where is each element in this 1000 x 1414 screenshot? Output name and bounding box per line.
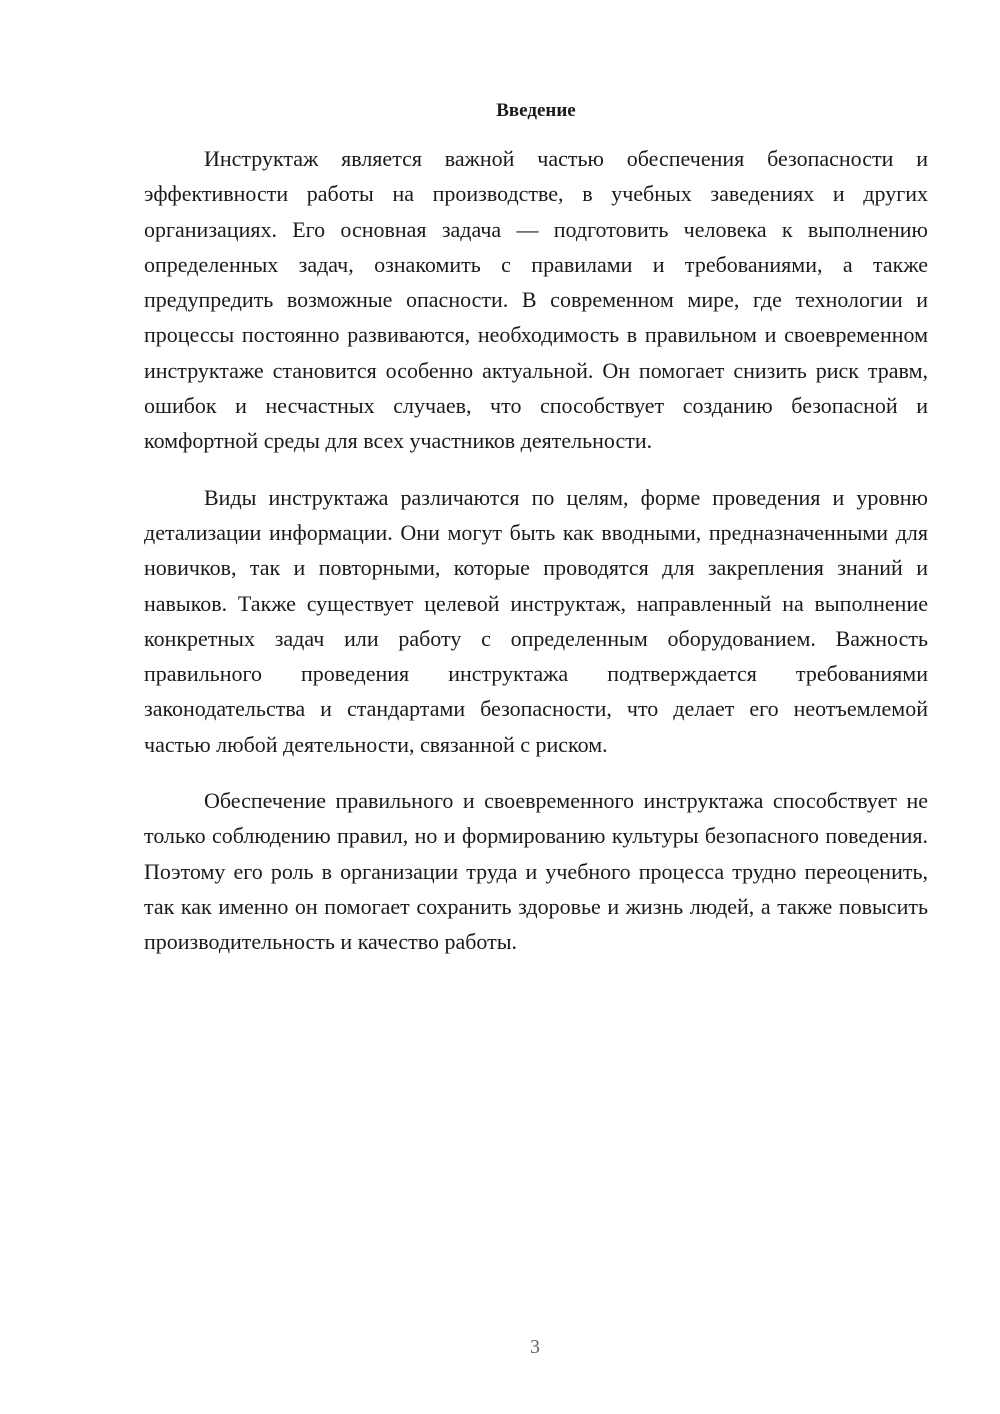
section-title: Введение — [496, 100, 576, 121]
page-number: 3 — [530, 1336, 540, 1358]
paragraph-3: Обеспечение правильного и своевременного инструктажа способствует не только соблюдению правил, но и формированию культуры безопасного поведения. Поэтому его роль в организации труда и учебного процесса трудно переоценить, так как именно он помогает сохранить здоровье и жизнь людей, а также повысить производительность и качество работы. — [144, 788, 928, 955]
paragraph-1: Инструктаж является важной частью обеспечения безопасности и эффективности работы на производстве, в учебных заведениях и других организациях. Его основная задача — подготовить человека к выполнению определенных задач, ознакомить с правилами и требованиями, а также предупредить возможные опасности. В современном мире, где технологии и процессы постоянно развиваются, необходимость в правильном и своевременном инструктаже становится особенно актуальной. Он помогает снизить риск травм, ошибок и несчастных случаев, что способствует созданию безопасной и комфортной среды для всех участников деятельности. — [144, 146, 928, 454]
paragraph-2: Виды инструктажа различаются по целям, форме проведения и уровню детализации информации. Они могут быть как вводными, предназначенными для новичков, так и повторными, которые проводятся для закрепления знаний и навыков. Также существует целевой инструктаж, направленный на выполнение конкретных задач или работу с определенным оборудованием. Важность правильного проведения инструктажа подтверждается требованиями законодательства и стандартами безопасности, что делает его неотъемлемой частью любой деятельности, связанной с риском. — [144, 484, 928, 757]
body-text — [144, 141, 928, 960]
